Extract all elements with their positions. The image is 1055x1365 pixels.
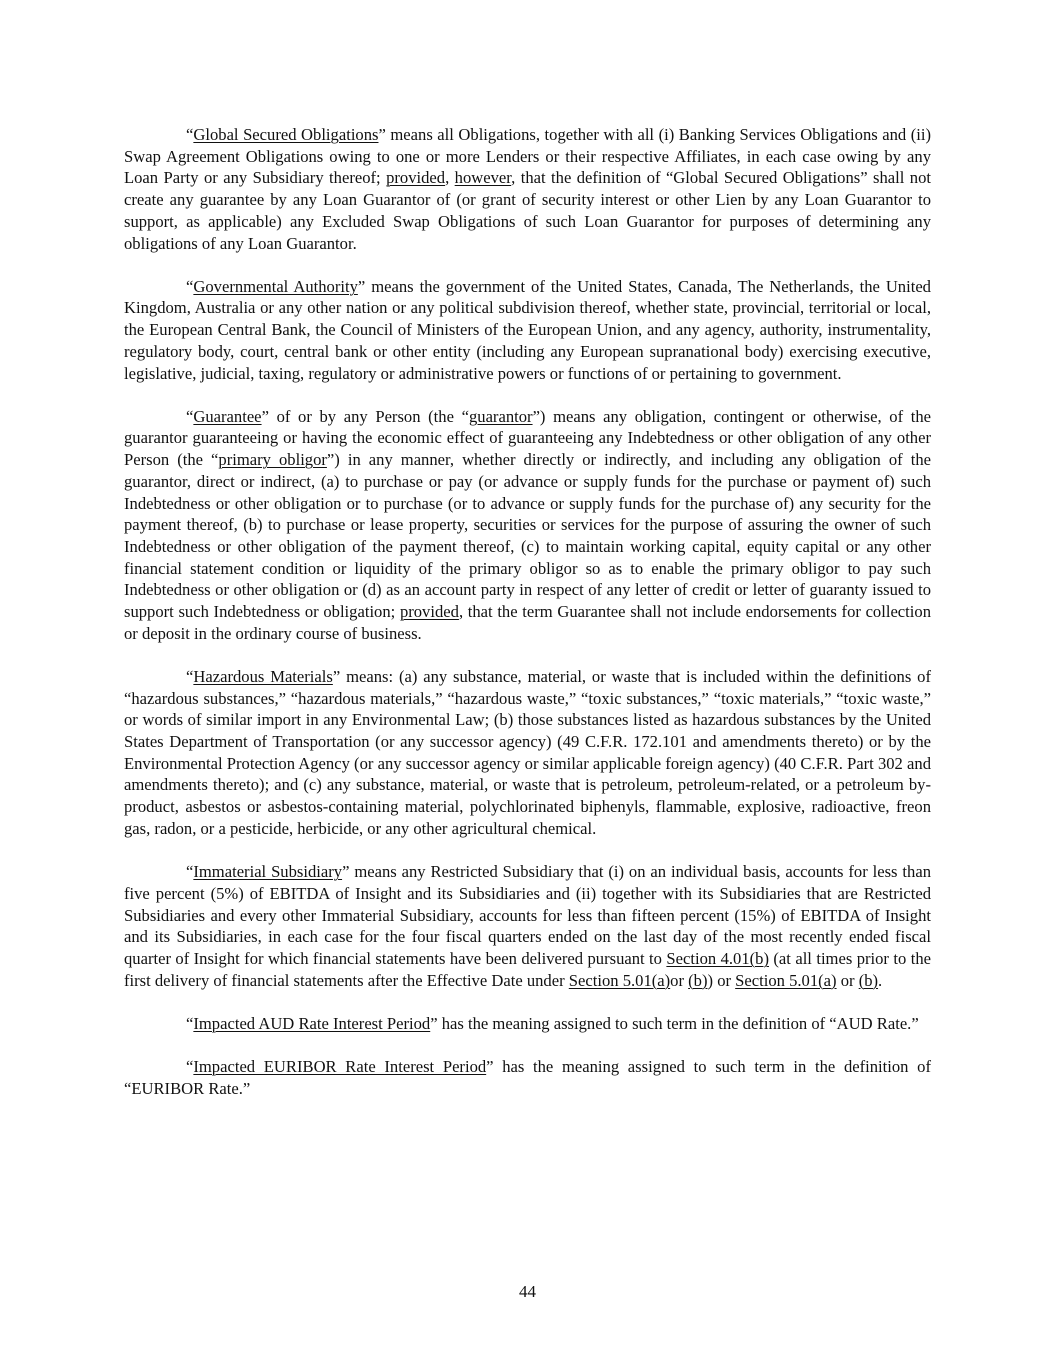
- paragraph-text: ” has the meaning assigned to such term in the definition of “EURIBOR Rate.”: [124, 1057, 931, 1098]
- definition-global-secured-obligations: [124, 124, 931, 254]
- underlined-term: Global Secured Obligations: [193, 125, 379, 144]
- paragraph-text: “: [186, 406, 194, 426]
- underlined-term: Immaterial Subsidiary: [193, 862, 343, 882]
- underlined-term: Hazardous Materials: [193, 666, 333, 686]
- paragraph-text: , that the term Guarantee shall not include endorsements for collection or deposit in the ordinary course of business.: [124, 602, 931, 643]
- paragraph-text: ” has the meaning assigned to such term in the definition of “AUD Rate.”: [430, 1013, 919, 1033]
- paragraph-text: ” means all Obligations, together with all (i) Banking Services Obligations and (ii) Swap Agreement Obligations owing to one or more Lenders or their respective Affiliates, in each case owing by any Loan Party or any Subsidiary thereof;: [124, 125, 931, 188]
- definition-governmental-authority: [124, 276, 931, 385]
- paragraph-text: ”) means any obligation, contingent or otherwise, of the guarantor guaranteeing or having the economic effect of guaranteeing any Indebtedness or other obligation of any other Person (the “: [124, 406, 932, 470]
- paragraph-text: ” means: (a) any substance, material, or waste that is included within the definitions of “hazardous substances,” “hazardous materials,” “hazardous waste,” “toxic substances,” “toxic materials,” “toxic waste,” or words of similar import in any Environmental Law; (b) those substances listed as hazardous substances by the United States Department of Transportation (or any successor agency) (49 C.F.R. 172.101 and amendments thereto) or by the Environmental Protection Agency (or any successor agency or similar applicable foreign agency) (40 C.F.R. Part 302 and amendments thereto); and (c) any substance, material, or waste that is petroleum, petroleum-related, or a petroleum by-product, asbestos or asbestos-containing material, polychlorinated biphenyls, flammable, explosive, radioactive, freon gas, radon, or a pesticide, herbicide, or any other agricultural chemical.: [124, 666, 931, 838]
- definition-guarantee: [124, 406, 931, 645]
- paragraph-text: , that the definition of “Global Secured Obligations” shall not create any guarantee by any Loan Guarantor of (or grant of security interest or other Lien by any Loan Guarantor to support, as applicable) any Excluded Swap Obligations of such Loan Guarantor for purposes of determining any obligations of any Loan Guarantor.: [124, 168, 931, 253]
- paragraph-text: ) or: [707, 970, 736, 990]
- paragraph-text: “: [186, 862, 194, 882]
- paragraph-text: “: [186, 1057, 194, 1077]
- underlined-term: Section 5.01(a): [568, 970, 671, 990]
- paragraph-text: or: [670, 970, 689, 990]
- underlined-term: provided: [386, 168, 446, 188]
- definition-impacted-euribor-rate-interest-period: [124, 1056, 931, 1099]
- underlined-term: however: [454, 168, 512, 188]
- underlined-term: primary obligor: [218, 450, 327, 470]
- paragraph-text: ” of or by any Person (the “: [261, 406, 469, 426]
- paragraph-text: “: [186, 666, 194, 686]
- underlined-term: Section 4.01(b): [666, 948, 769, 968]
- paragraph-text: ” means the government of the United States, Canada, The Netherlands, the United Kingdom, Australia or any other nation or any political subdivision thereof, whether state, provincial, territorial or local, the European Central Bank, the Council of Ministers of the European Union, and any agency, authority, instrumentality, regulatory body, court, central bank or other entity (including any European supranational body) exercising executive, legislative, judicial, taxing, regulatory or administrative powers or functions of or pertaining to government.: [124, 276, 931, 383]
- underlined-term: (b): [858, 970, 879, 990]
- paragraph-text: “: [186, 125, 194, 144]
- document-page-body: [124, 124, 931, 1121]
- paragraph-text: or: [836, 970, 859, 990]
- definition-immaterial-subsidiary: [124, 861, 931, 991]
- underlined-term: provided: [399, 602, 459, 622]
- underlined-term: (b): [688, 970, 708, 990]
- underlined-term: Governmental Authority: [193, 276, 358, 296]
- paragraph-text: ”) in any manner, whether directly or indirectly, and including any obligation of the guarantor, direct or indirect, (a) to purchase or pay (or advance or supply funds for the purchase or payment of) such Indebtedness or other obligation or to purchase (or to advance or supply funds for the purchase of) any security for the payment thereof, (b) to purchase or lease property, securities or services for the purpose of assuring the owner of such Indebtedness or other obligation of the payment thereof, (c) to maintain working capital, equity capital or any other financial statement condition or liquidity of the primary obligor so as to enable the primary obligor to pay such Indebtedness or other obligation or (d) as an account party in respect of any letter of credit or letter of guaranty issued to support such Indebtedness or obligation;: [124, 450, 931, 622]
- paragraph-text: ,: [445, 168, 455, 188]
- underlined-term: Impacted EURIBOR Rate Interest Period: [193, 1057, 487, 1077]
- definition-impacted-aud-rate-interest-period: [124, 1013, 931, 1035]
- underlined-term: guarantor: [468, 406, 533, 426]
- paragraph-text: “: [186, 276, 194, 296]
- paragraph-text: ” means any Restricted Subsidiary that (i) on an individual basis, accounts for less than five percent (5%) of EBITDA of Insight and its Subsidiaries and (ii) together with its Subsidiaries that are Restricted Subsidiaries and every other Immaterial Subsidiary, accounts for less than fifteen percent (15%) of EBITDA of Insight and its Subsidiaries, in each case for the four fiscal quarters ended on the last day of the most recently ended fiscal quarter of Insight for which financial statements have been delivered pursuant to: [124, 862, 931, 968]
- page-number: 44: [519, 1282, 536, 1301]
- definition-hazardous-materials: [124, 666, 931, 840]
- paragraph-text: (at all times prior to the first delivery of financial statements after the Effective Date under: [124, 948, 931, 990]
- paragraph-text: “: [186, 1013, 194, 1033]
- underlined-term: Section 5.01(a): [735, 970, 837, 990]
- underlined-term: Guarantee: [193, 406, 262, 426]
- paragraph-text: .: [878, 970, 883, 990]
- underlined-term: Impacted AUD Rate Interest Period: [193, 1013, 431, 1033]
